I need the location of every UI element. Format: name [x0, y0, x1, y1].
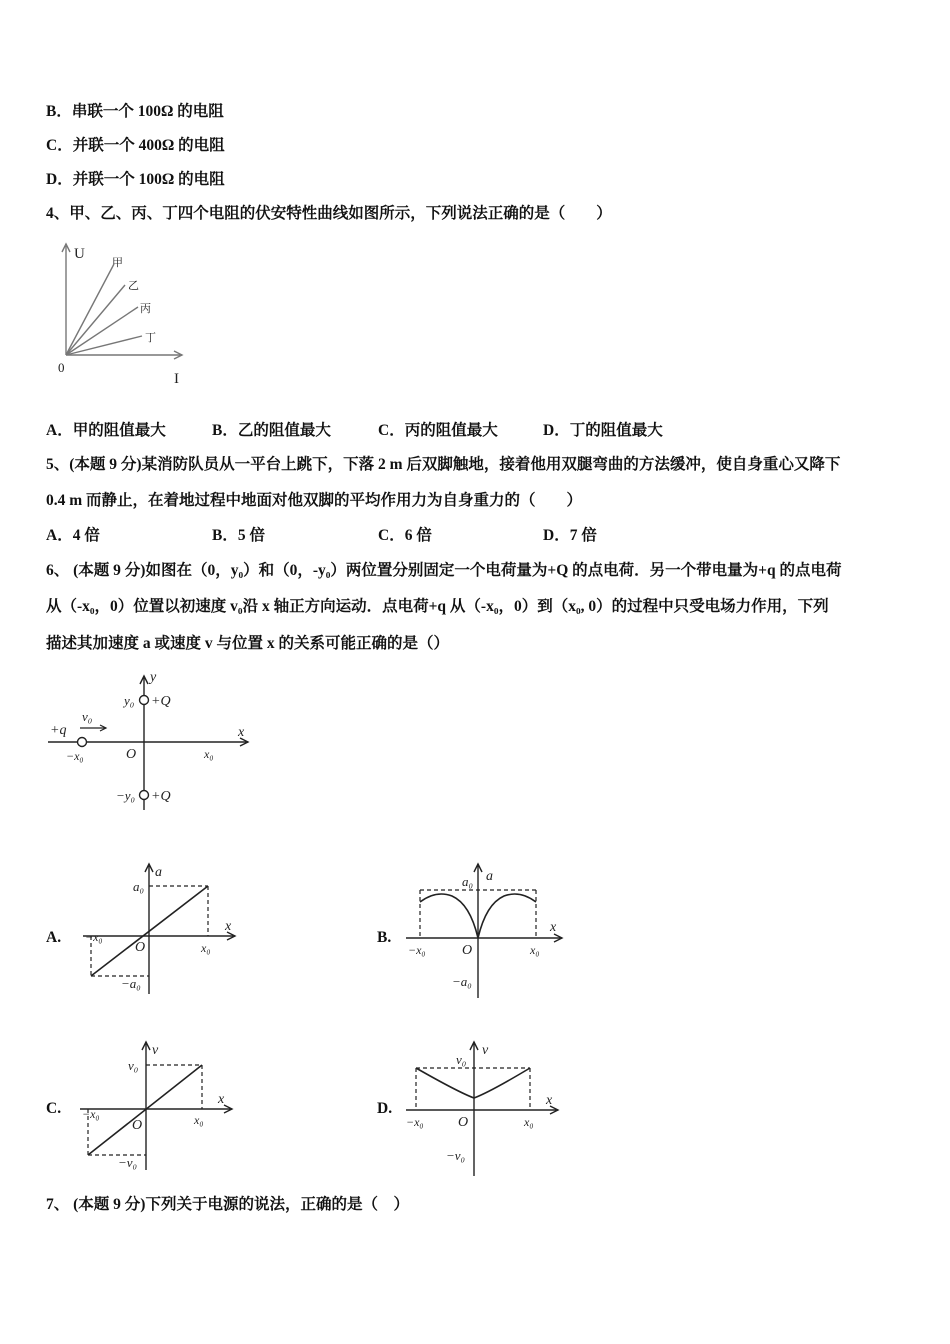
q4-option-b: B．乙的阻值最大: [212, 422, 331, 439]
q6-stem-line3: 描述其加速度 a 或速度 v 与位置 x 的关系可能正确的是（）: [46, 635, 450, 652]
y-axis-label: y: [150, 670, 157, 685]
graph-b-x-label: x: [550, 920, 557, 935]
graph-b-neg-x0: −x₀: [408, 943, 426, 957]
q5-option-d: D．7 倍: [543, 527, 597, 544]
label-bing: 丙: [140, 303, 151, 315]
graph-d-top: v₀: [456, 1052, 467, 1067]
graph-d-origin: O: [458, 1115, 469, 1130]
y0-label: y₀: [124, 693, 135, 708]
q6-graph-d: [402, 1036, 572, 1181]
graph-b-bottom: −a₀: [452, 974, 472, 989]
q6-graph-c: [72, 1036, 242, 1176]
graph-d-x0: x₀: [524, 1115, 534, 1129]
graph-a-x0: x₀: [201, 941, 211, 955]
graph-a-top: a₀: [133, 879, 145, 894]
q4-option-c: C．丙的阻值最大: [378, 422, 498, 439]
x0-label: x₀: [204, 747, 214, 761]
graph-c-origin: O: [132, 1118, 143, 1133]
plus-q-bottom: +Q: [151, 789, 171, 804]
u-axis-label: U: [74, 246, 85, 262]
q3-option-d: D．并联一个 100Ω 的电阻: [46, 171, 225, 188]
charge-bottom: [140, 791, 149, 800]
graph-b-x0: x₀: [530, 943, 540, 957]
graph-a-bottom: −a₀: [121, 976, 141, 991]
line-jia: [66, 264, 114, 355]
graph-c-x0: x₀: [194, 1113, 204, 1127]
q5-option-b: B．5 倍: [212, 527, 265, 544]
q4-option-d: D．丁的阻值最大: [543, 422, 663, 439]
q6-charge-figure: [48, 668, 258, 818]
neg-x0-label: −x₀: [66, 749, 84, 763]
i-axis-label: I: [174, 371, 179, 387]
plus-q-small: +q: [50, 723, 67, 738]
line-bing: [66, 307, 138, 355]
v0-label: v₀: [82, 709, 93, 724]
q6-graph-a: [75, 858, 245, 998]
x-axis-label: x: [238, 725, 245, 740]
q6-option-c-label: C.: [46, 1100, 62, 1117]
graph-d-bottom: −v₀: [446, 1148, 466, 1163]
line-yi: [66, 285, 125, 355]
graph-d-neg-x0: −x₀: [406, 1115, 424, 1129]
graph-a-neg-x0: −x₀: [85, 930, 103, 944]
q5-option-c: C．6 倍: [378, 527, 432, 544]
label-ding: 丁: [145, 332, 156, 344]
graph-b-top: a₀: [462, 874, 474, 889]
q5-option-a: A．4 倍: [46, 527, 100, 544]
q3-option-b: B．串联一个 100Ω 的电阻: [46, 103, 224, 120]
q3-option-c: C．并联一个 400Ω 的电阻: [46, 137, 225, 154]
q4-stem: 4、甲、乙、丙、丁四个电阻的伏安特性曲线如图所示，下列说法正确的是（ ）: [46, 205, 612, 222]
q6-option-d-label: D.: [377, 1100, 393, 1117]
q6-stem-line2: 从（-x₀，0）位置以初速度 v₀沿 x 轴正方向运动．点电荷+q 从（-x₀，0）到（x₀, 0）的过程中只受电场力作用，下列: [46, 598, 829, 615]
q5-stem-line1: 5、(本题 9 分)某消防队员从一平台上跳下，下落 2 m 后双脚触地，接着他用双腿弯曲的方法缓冲，使自身重心又降下: [46, 456, 841, 473]
origin-label: 0: [58, 360, 65, 375]
graph-c-neg-x0: −x₀: [82, 1107, 100, 1121]
graph-c-bottom: −v₀: [118, 1155, 138, 1170]
graph-d-x-label: x: [546, 1093, 553, 1108]
q6-option-b-label: B.: [377, 929, 392, 946]
graph-a-y-label: a: [155, 865, 162, 880]
graph-c-y-label: v: [152, 1043, 159, 1058]
graph-b-y-label: a: [486, 869, 493, 884]
graph-a-x-label: x: [225, 919, 232, 934]
graph-d-curve: [416, 1068, 530, 1098]
label-jia: 甲: [112, 257, 123, 269]
graph-d-y-label: v: [482, 1043, 489, 1058]
line-ding: [66, 336, 142, 355]
moving-charge: [78, 738, 87, 747]
graph-a-origin: O: [135, 940, 146, 955]
origin-o: O: [126, 747, 137, 762]
charge-top: [140, 696, 149, 705]
q7-stem: 7、 (本题 9 分)下列关于电源的说法，正确的是（ ）: [46, 1196, 409, 1213]
graph-b-origin: O: [462, 943, 473, 958]
graph-c-top: v₀: [128, 1058, 139, 1073]
q4-iv-graph: [50, 240, 195, 390]
graph-c-x-label: x: [218, 1092, 225, 1107]
label-yi: 乙: [128, 280, 139, 292]
q5-stem-line2: 0.4 m 而静止，在着地过程中地面对他双脚的平均作用力为自身重力的（ ）: [46, 492, 583, 509]
q4-option-a: A．甲的阻值最大: [46, 422, 166, 439]
graph-c-curve: [88, 1065, 202, 1155]
q6-option-a-label: A.: [46, 929, 62, 946]
q6-stem-line1: 6、 (本题 9 分)如图在（0，y₀）和（0，-y₀）两位置分别固定一个电荷量为+Q 的点电荷．另一个带电量为+q 的点电荷: [46, 562, 842, 579]
plus-q-top: +Q: [151, 694, 171, 709]
neg-y0-label: −y₀: [116, 788, 136, 803]
q6-graph-b: [402, 858, 572, 1003]
